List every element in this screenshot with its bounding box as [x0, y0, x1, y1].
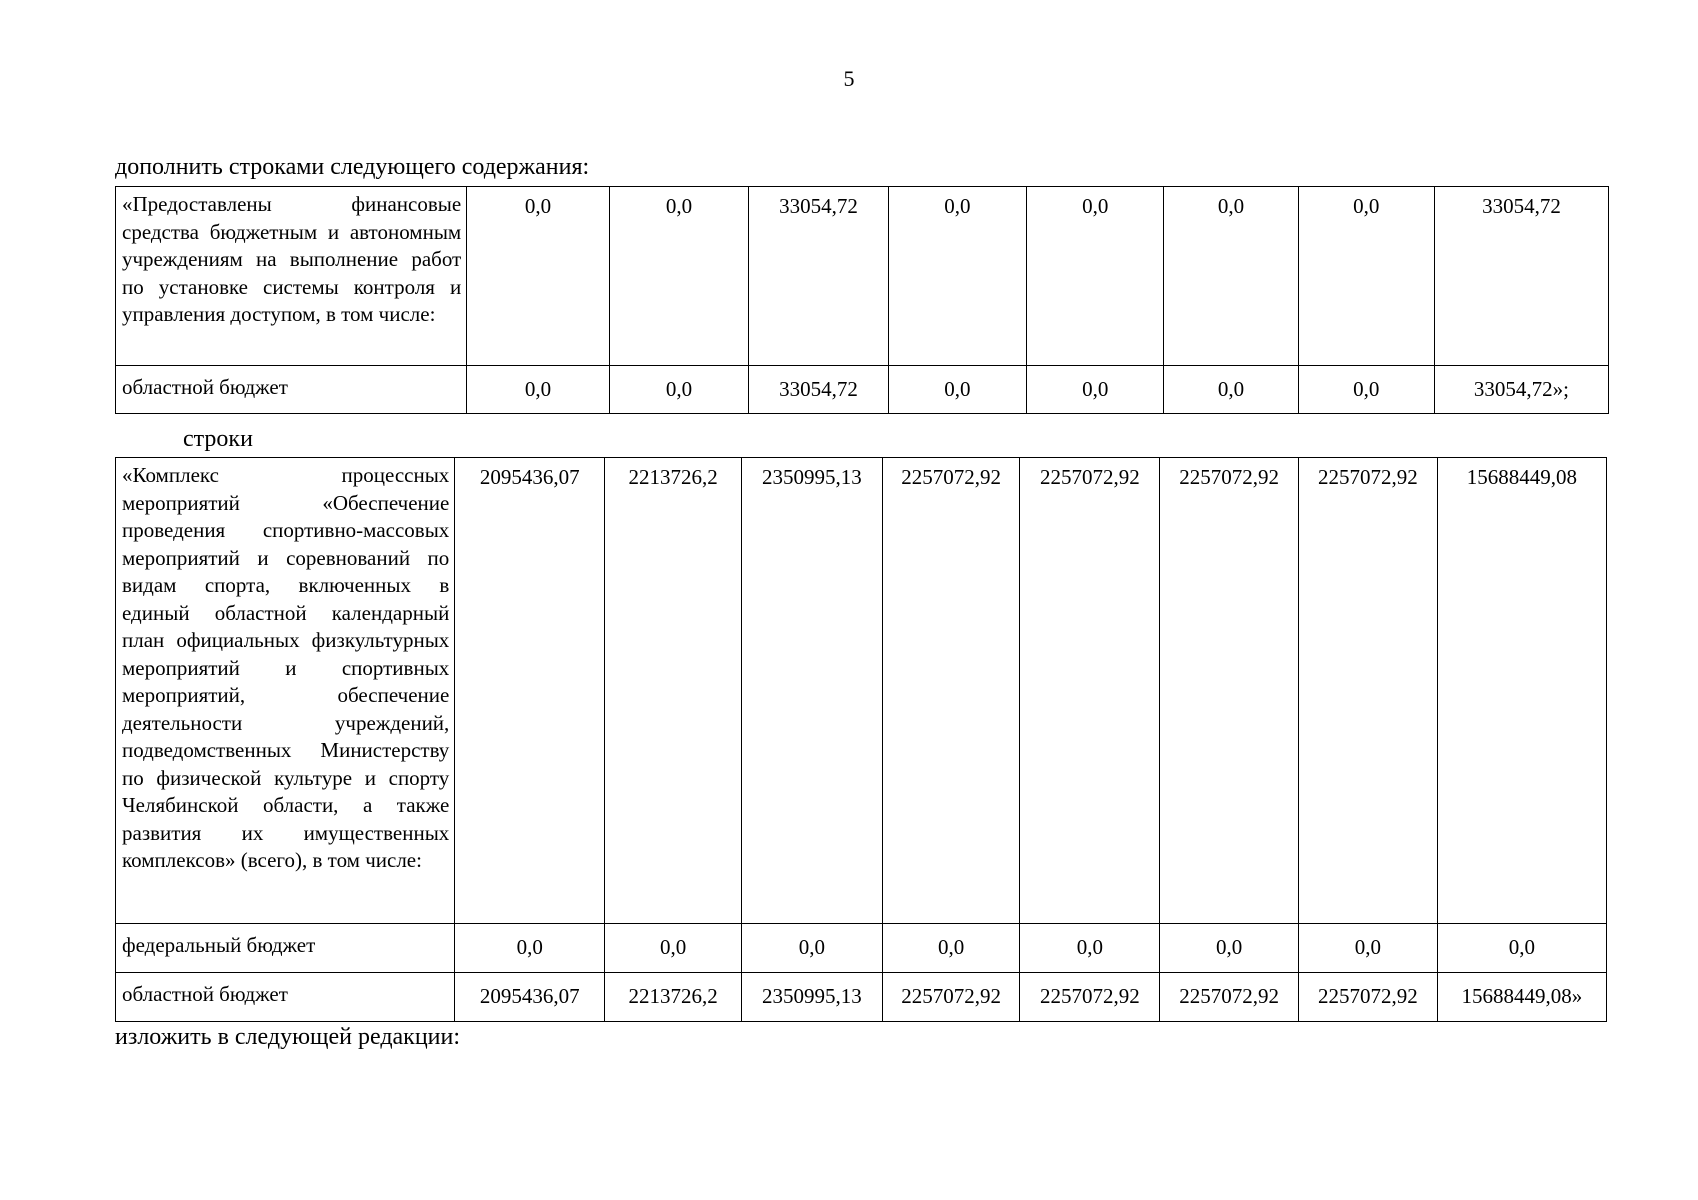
value-cell: 33054,72»; [1434, 366, 1608, 414]
table-row [116, 973, 1607, 1022]
value-cell: 0,0 [1298, 366, 1434, 414]
value-cell: 0,0 [1299, 924, 1438, 973]
value-cell: 15688449,08 [1437, 458, 1606, 924]
table-row [116, 924, 1607, 973]
table-row [116, 458, 1607, 924]
value-cell: 33054,72 [749, 187, 888, 366]
value-cell: 0,0 [1020, 924, 1160, 973]
value-cell: 0,0 [1164, 187, 1298, 366]
value-cell: 2350995,13 [741, 973, 882, 1022]
value-cell: 2095436,07 [455, 458, 605, 924]
value-cell: 0,0 [467, 366, 610, 414]
value-cell: 2257072,92 [1160, 458, 1299, 924]
value-cell: 0,0 [1164, 366, 1298, 414]
budget-table-new-rows [115, 186, 1609, 414]
value-cell: 0,0 [1298, 187, 1434, 366]
value-cell: 2350995,13 [741, 458, 882, 924]
table-row [116, 187, 1609, 366]
value-cell: 0,0 [888, 366, 1026, 414]
value-cell: 2257072,92 [882, 973, 1020, 1022]
paragraph-new-edition: изложить в следующей редакции: [115, 1024, 461, 1050]
value-cell: 2257072,92 [1160, 973, 1299, 1022]
value-cell: 0,0 [609, 366, 748, 414]
value-cell: 33054,72 [1434, 187, 1608, 366]
row-label: областной бюджет [116, 973, 455, 1022]
value-cell: 0,0 [467, 187, 610, 366]
value-cell: 2257072,92 [1299, 973, 1438, 1022]
value-cell: 0,0 [455, 924, 605, 973]
value-cell: 0,0 [741, 924, 882, 973]
value-cell: 2213726,2 [605, 973, 742, 1022]
value-cell: 2257072,92 [882, 458, 1020, 924]
value-cell: 2095436,07 [455, 973, 605, 1022]
paragraph-rows: строки [183, 426, 253, 452]
value-cell: 2257072,92 [1020, 973, 1160, 1022]
value-cell: 2213726,2 [605, 458, 742, 924]
table-row [116, 366, 1609, 414]
value-cell: 0,0 [1027, 366, 1164, 414]
row-label: «Предоставлены финансовые средства бюджетным и автономным учреждениям на выполнение работ по установке системы контроля и управления доступом, в том числе: [116, 187, 467, 366]
value-cell: 0,0 [1437, 924, 1606, 973]
value-cell: 0,0 [1160, 924, 1299, 973]
value-cell: 0,0 [882, 924, 1020, 973]
value-cell: 2257072,92 [1020, 458, 1160, 924]
row-label: «Комплекс процессных мероприятий «Обеспечение проведения спортивно-массовых мероприятий и соревнований по видам спорта, включенных в единый областной календарный план официальных физкультурных мероприятий и спортивных мероприятий, обеспечение деятельности учреждений, подведомственных Министерству по физической культуре и спорту Челябинской области, а также развития их имущественных комплексов» (всего), в том числе: [116, 458, 455, 924]
value-cell: 33054,72 [749, 366, 888, 414]
value-cell: 0,0 [609, 187, 748, 366]
value-cell: 15688449,08» [1437, 973, 1606, 1022]
value-cell: 0,0 [605, 924, 742, 973]
value-cell: 0,0 [1027, 187, 1164, 366]
budget-table-complex [115, 457, 1607, 1022]
page-number: 5 [843, 66, 855, 91]
paragraph-supplement-rows: дополнить строками следующего содержания: [115, 154, 590, 180]
row-label: областной бюджет [116, 366, 467, 414]
value-cell: 0,0 [888, 187, 1026, 366]
value-cell: 2257072,92 [1299, 458, 1438, 924]
row-label: федеральный бюджет [116, 924, 455, 973]
